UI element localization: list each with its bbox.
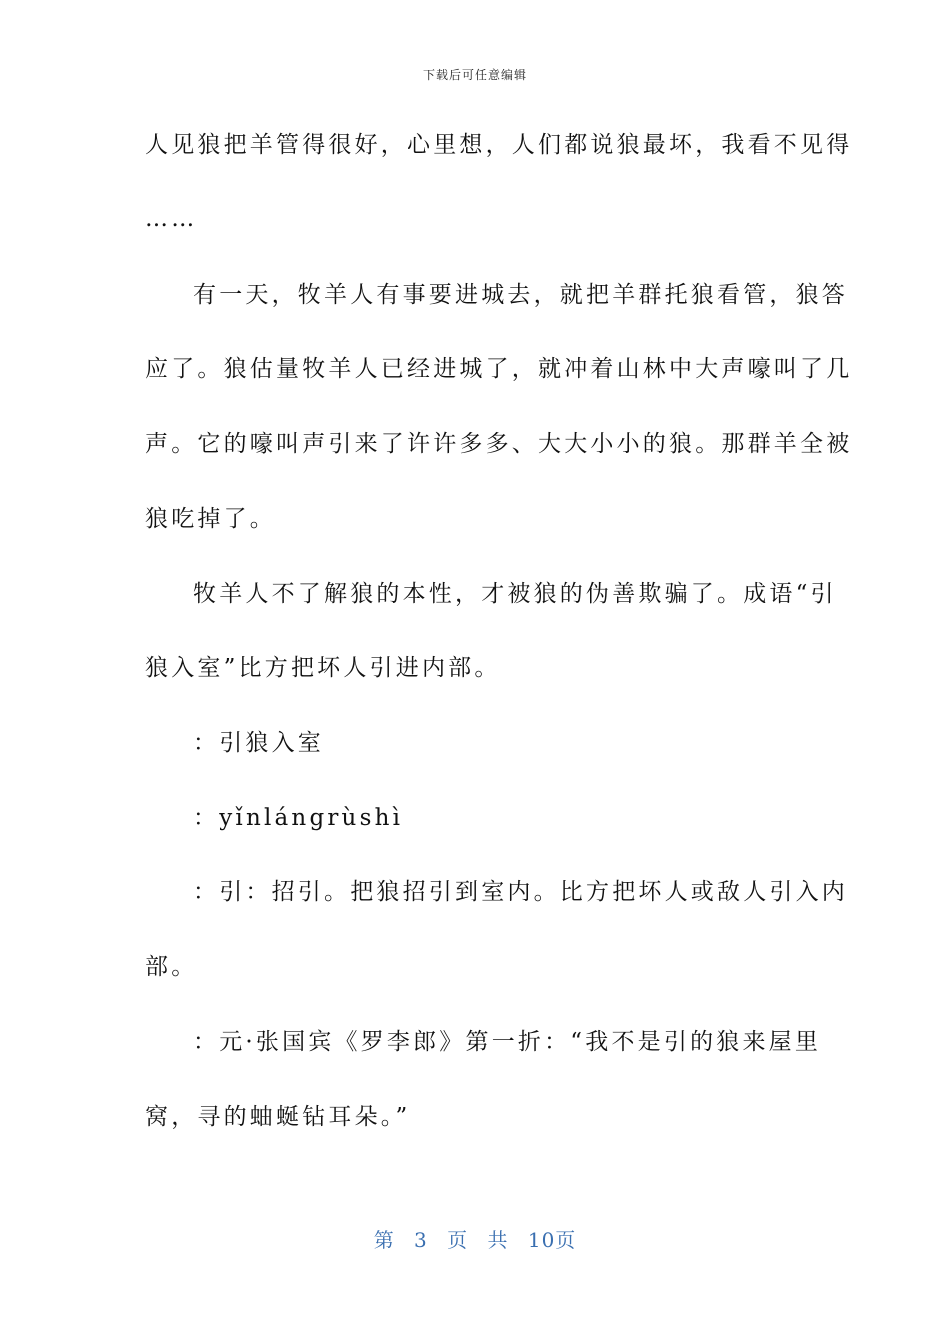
text-line: 牧羊人不了解狼的本性，才被狼的伪善欺骗了。成语“引 (193, 581, 837, 607)
page-header: 下载后可任意编辑 (422, 68, 527, 82)
page-footer (0, 1224, 950, 1253)
text-line: ：引：招引。把狼招引到室内。比方把坏人或敌人引入内 (193, 879, 848, 905)
idiom-line: ：引狼入室 (193, 730, 324, 756)
text-line: 狼入室”比方把坏人引进内部。 (145, 655, 501, 681)
text-line: 窝，寻的蚰蜒钻耳朵。” (145, 1104, 411, 1130)
text-line: 应了。狼估量牧羊人已经进城了，就冲着山林中大声嚎叫了几 (145, 356, 853, 382)
text-line: 人见狼把羊管得很好，心里想，人们都说狼最坏，我看不见得 (145, 132, 853, 158)
footer-total-word: 共 (487, 1228, 509, 1252)
footer-page-word: 页 (447, 1228, 469, 1252)
text-line: 部。 (145, 954, 198, 980)
footer-total-pages: 10页 (527, 1228, 577, 1252)
footer-prefix: 第 (373, 1228, 395, 1252)
text-line: ：元·张国宾《罗李郎》第一折：“我不是引的狼来屋里 (193, 1029, 822, 1055)
text-line: 声。它的嚎叫声引来了许许多多、大大小小的狼。那群羊全被 (145, 431, 853, 457)
footer-page-number: 3 (414, 1228, 428, 1252)
text-line: …… (145, 206, 198, 232)
pinyin-line: ：yǐnlángrùshì (193, 805, 404, 831)
text-line: 狼吃掉了。 (145, 506, 276, 532)
text-line: 有一天，牧羊人有事要进城去，就把羊群托狼看管，狼答 (193, 282, 848, 308)
